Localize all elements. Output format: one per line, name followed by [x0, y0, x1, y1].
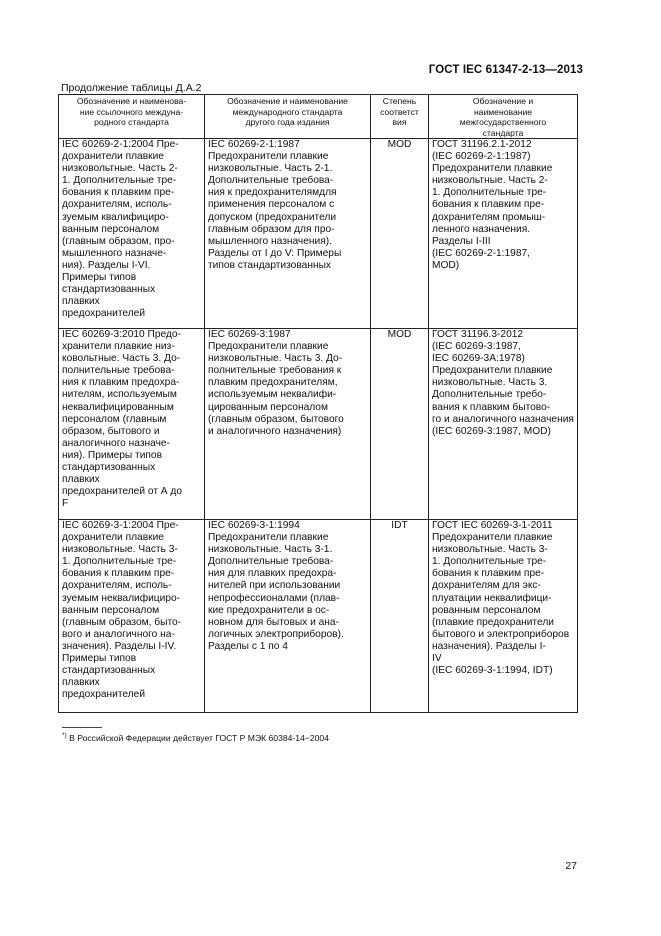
cell-degree: MOD [371, 329, 429, 520]
cell-ref-standard: IEC 60269-2-1:2004 Пре- дохранители плавкие низковольтные. Часть 2- 1. Дополнительные тре- бования к плавким пре- дохранителям, исполь- зуемым квалифициро- ванным персоналом (главным образом, про- мышленного назначе- ния). Разделы I-VI. Примеры типов стандартизованных плавких предохранителей [59, 139, 205, 329]
page-number: 27 [565, 860, 577, 872]
col-header-interstate-standard: Обозначение и наименование межгосударственного стандарта [429, 95, 578, 139]
col-header-other-edition: Обозначение и наименование международного стандарта другого года издания [205, 95, 371, 139]
cell-interstate-standard: ГОСТ 31196.2.1-2012 (IEC 60269-2-1:1987) Предохранители плавкие низковольтные. Часть 2- 1. Дополнительные тре- бования к плавким пре- дохранителям промыш- ленного назначения. Разделы I-III (IEC 60269-2-1:1987, MOD) [429, 139, 578, 329]
table-header-row [59, 95, 578, 139]
footnote-marker: *) [62, 732, 67, 739]
cell-other-edition: IEC 60269-2-1:1987 Предохранители плавкие низковольтные. Часть 2-1. Дополнительные требова- ния к предохранителямдля применения персоналом с допуском (предохранители главным образом для про- мышленного назначения). Разделы от I до V: Примеры типов стандартизованных [205, 139, 371, 329]
table-caption: Продолжение таблицы Д.А.2 [61, 82, 202, 94]
document-header: ГОСТ IEC 61347-2-13—2013 [428, 64, 583, 76]
footnote-text: В Российской Федерации действует ГОСТ Р МЭК 60384-14−2004 [66, 732, 329, 743]
col-header-degree: Степень соответст вия [371, 95, 429, 139]
cell-ref-standard: IEC 60269-3:2010 Предо- хранители плавкие низ- ковольтные. Часть 3. До- полнительные требова- ния к плавким предохра- нителям, используемым неквалифицированным персоналом (главным образом, бытового и аналогичного назначе- ния). Примеры типов стандартизованных плавких предохранителей от А до F [59, 329, 205, 520]
footnote-divider [62, 727, 102, 728]
footnote [62, 732, 329, 743]
cell-interstate-standard: ГОСТ IEC 60269-3-1-2011 Предохранители плавкие низковольтные. Часть 3- 1. Дополнительные тре- бования к плавким пре- дохранителям для экс- плуатации неквалифици- рованным персоналом (плавкие предохранители бытового и электроприборов назначения). Разделы I- IV (IEC 60269-3-1:1994, IDT) [429, 520, 578, 713]
cell-degree: IDT [371, 520, 429, 713]
table-row [59, 139, 578, 329]
cell-ref-standard: IEC 60269-3-1:2004 Пре- дохранители плавкие низковольтные. Часть 3- 1. Дополнительные тре- бования к плавким пре- дохранителям, исполь- зуемым неквалифициро- ванным персоналом (главным образом, быто- вого и аналогичного на- значения). Разделы I-IV. Примеры типов стандартизованных плавких предохранителей [59, 520, 205, 713]
cell-other-edition: IEC 60269-3-1:1994 Предохранители плавкие низковольтные. Часть 3-1. Дополнительные требова- ния для плавких предохра- нителей при использовании непрофессионалами (плав- кие предохранители в ос- новном для бытовых и ана- логичных электроприборов). Разделы с 1 по 4 [205, 520, 371, 713]
cell-other-edition: IEC 60269-3:1987 Предохранители плавкие низковольтные. Часть 3. До- полнительные требования к плавким предохранителям, используемым неквалифи- цированным персоналом (главным образом, бытового и аналогичного назначения) [205, 329, 371, 520]
table-row [59, 329, 578, 520]
table-row [59, 520, 578, 713]
col-header-ref-standard: Обозначение и наименова- ние ссылочного междуна- родного стандарта [59, 95, 205, 139]
cell-interstate-standard: ГОСТ 31196.3-2012 (IEC 60269-3:1987, IEC 60269-3A:1978) Предохранители плавкие низковольтные. Часть 3. Дополнительные требо- вания к плавким бытово- го и аналогичного назначения (IEC 60269-3:1987, MOD) [429, 329, 578, 520]
standards-table [58, 94, 578, 713]
cell-degree: MOD [371, 139, 429, 329]
